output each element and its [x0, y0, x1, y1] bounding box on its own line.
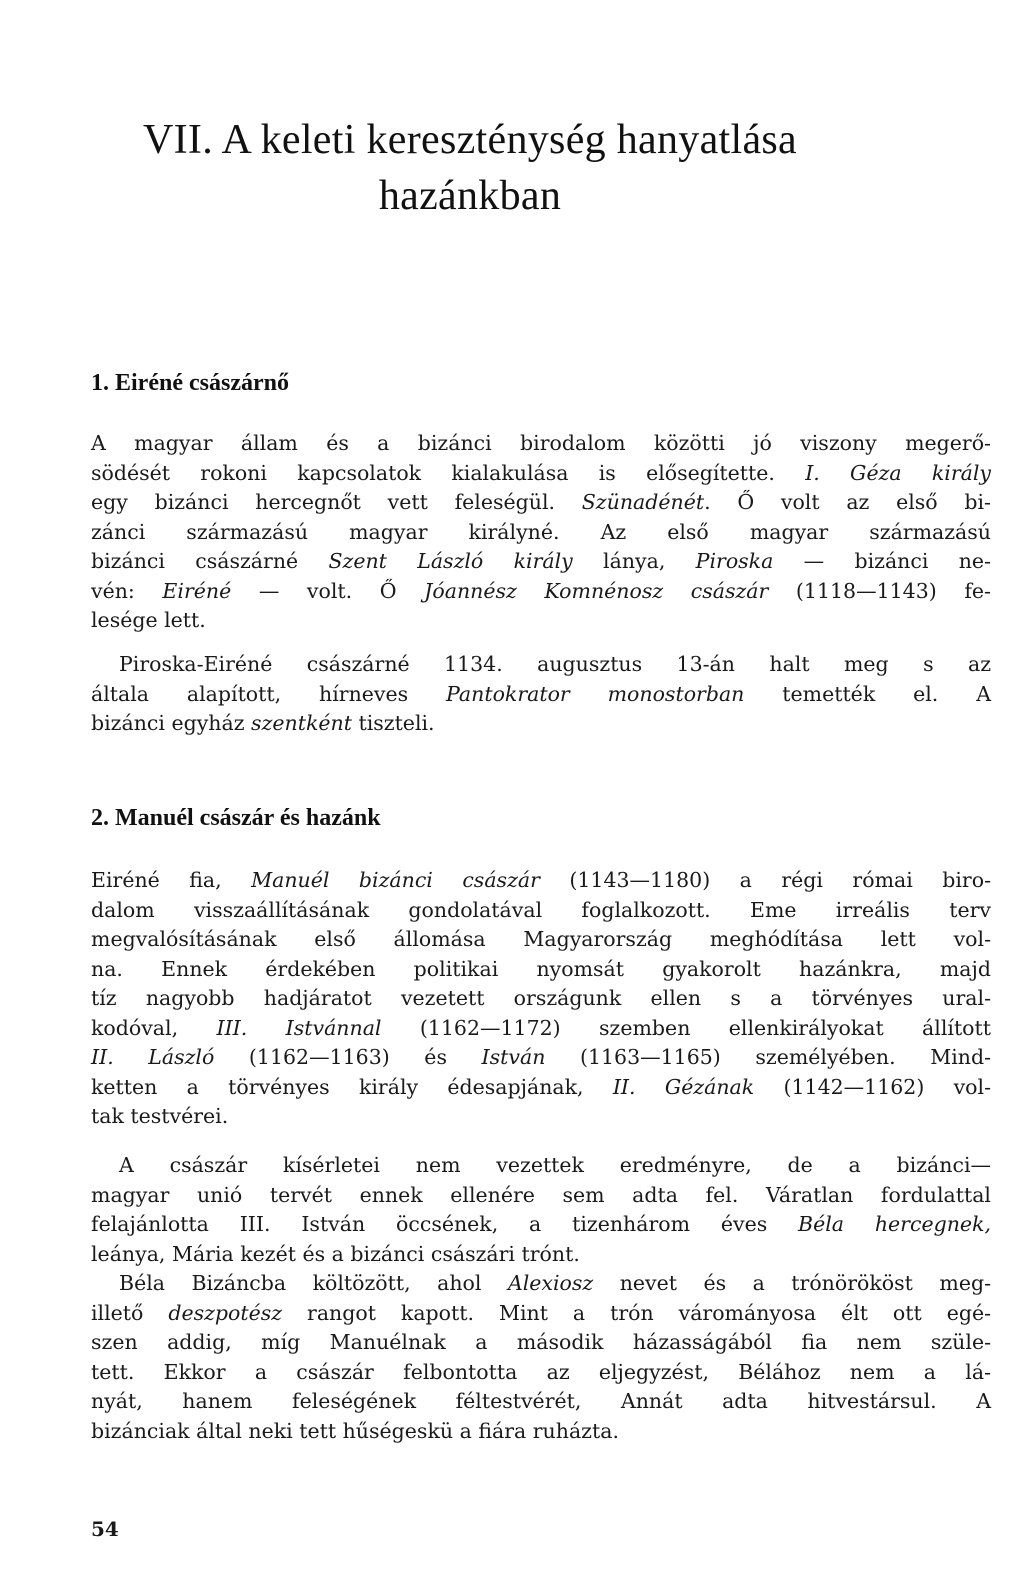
text-line: bizánciak által neki tett hűségeskü a fiára ruházta.	[91, 1418, 619, 1443]
text-line: ketten a törvényes király édesapjának, II. Gézának (1142—1162) vol-	[91, 1074, 991, 1099]
text-line: szen addig, míg Manuélnak a második házasságából fia nem szüle-	[91, 1330, 991, 1354]
text-line: illető deszpotész rangot kapott. Mint a trón várományosa élt ott egé-	[91, 1300, 992, 1325]
text-line: általa alapított, hírneves Pantokrator monostorban temették el. A	[91, 681, 991, 706]
text-line: vén: Eiréné — volt. Ő Jóannész Komnénosz császár (1118—1143) fe-	[91, 578, 991, 603]
italic-phrase: Jóannész Komnénosz császár	[424, 578, 769, 603]
italic-phrase: Alexiosz	[507, 1271, 594, 1295]
text-line: zánci származású magyar királyné. Az első magyar származású	[91, 519, 991, 544]
italic-phrase: István	[481, 1045, 546, 1069]
page-number: 54	[91, 1517, 119, 1541]
text-line: megvalósításának első állomása Magyarország meghódítása lett vol-	[91, 927, 991, 951]
text-line: tak testvérei.	[91, 1104, 229, 1128]
italic-phrase: Pantokrator monostorban	[446, 681, 745, 706]
italic-phrase: II. László	[91, 1045, 215, 1069]
text-line: nyát, hanem feleségének féltestvérét, Annát adta hitvestársul. A	[91, 1389, 991, 1413]
text-line: kodóval, III. Istvánnal (1162—1172) szemben ellenkirályokat állított	[91, 1015, 991, 1040]
text-line: Eiréné fia, Manuél bizánci császár (1143—1180) a régi római biro-	[91, 868, 991, 892]
text-line: bizánci egyház szentként tiszteli.	[91, 711, 435, 735]
text-line: egy bizánci hercegnőt vett feleségül. Szünadénét. Ő volt az első bi-	[91, 490, 991, 514]
text-line: södését rokoni kapcsolatok kialakulása is elősegítette. I. Géza király	[91, 460, 991, 485]
italic-phrase: Béla hercegnek,	[798, 1212, 991, 1236]
text-line: bizánci császárné Szent László király lánya, Piroska — bizánci ne-	[91, 549, 991, 573]
italic-phrase: szentként	[251, 711, 352, 735]
text-line: na. Ennek érdekében politikai nyomsát gyakorolt hazánkra, majd	[91, 956, 991, 981]
italic-phrase: Eiréné	[162, 578, 232, 603]
text-line: Béla Bizáncba költözött, ahol Alexiosz nevet és a trónörököst meg-	[119, 1271, 991, 1295]
italic-phrase: Szent László király	[328, 549, 573, 573]
text-line: magyar unió tervét ennek ellenére sem adta fel. Váratlan fordulattal	[91, 1182, 991, 1207]
text-line: tíz nagyobb hadjáratot vezetett országunk ellen s a törvényes ural-	[91, 986, 991, 1010]
text-line: lesége lett.	[91, 608, 206, 632]
text-line: A császár kísérletei nem vezettek eredményre, de a bizánci—	[119, 1153, 991, 1177]
chapter-title-line-1: VII. A keleti kereszténység hanyatlása	[143, 117, 797, 163]
italic-phrase: II. Gézának	[612, 1074, 755, 1099]
text-line: leánya, Mária kezét és a bizánci császári trónt.	[91, 1241, 580, 1266]
section-2-paragraph-3	[91, 1269, 991, 1446]
text-line: A magyar állam és a bizánci birodalom közötti jó viszony megerő-	[91, 431, 991, 455]
italic-phrase: deszpotész	[168, 1300, 283, 1325]
section-1-paragraph-2	[91, 650, 991, 739]
chapter-title	[60, 112, 880, 224]
text-line: II. László (1162—1163) és István (1163—1165) személyében. Mind-	[91, 1045, 991, 1069]
section-2-paragraph-1	[91, 866, 991, 1132]
italic-phrase: Szünadénét	[581, 490, 705, 514]
section-1-heading: 1. Eiréné császárnő	[91, 370, 289, 396]
chapter-title-line-2: hazánkban	[378, 173, 562, 219]
italic-phrase: I. Géza király	[805, 460, 991, 485]
italic-phrase: Manuél bizánci császár	[251, 868, 540, 892]
text-line: tett. Ekkor a császár felbontotta az eljegyzést, Bélához nem a lá-	[91, 1359, 991, 1384]
text-line: felajánlotta III. István öccsének, a tizenhárom éves Béla hercegnek,	[91, 1212, 991, 1236]
section-1-paragraph-1	[91, 429, 991, 636]
section-2-paragraph-2	[91, 1151, 991, 1269]
italic-phrase: Piroska	[695, 549, 774, 573]
italic-phrase: III. Istvánnal	[216, 1015, 382, 1040]
text-line: Piroska-Eiréné császárné 1134. augusztus 13-án halt meg s az	[119, 652, 991, 676]
section-2-heading: 2. Manuél császár és hazánk	[91, 805, 381, 831]
text-line: dalom visszaállításának gondolatával foglalkozott. Eme irreális terv	[91, 897, 991, 922]
